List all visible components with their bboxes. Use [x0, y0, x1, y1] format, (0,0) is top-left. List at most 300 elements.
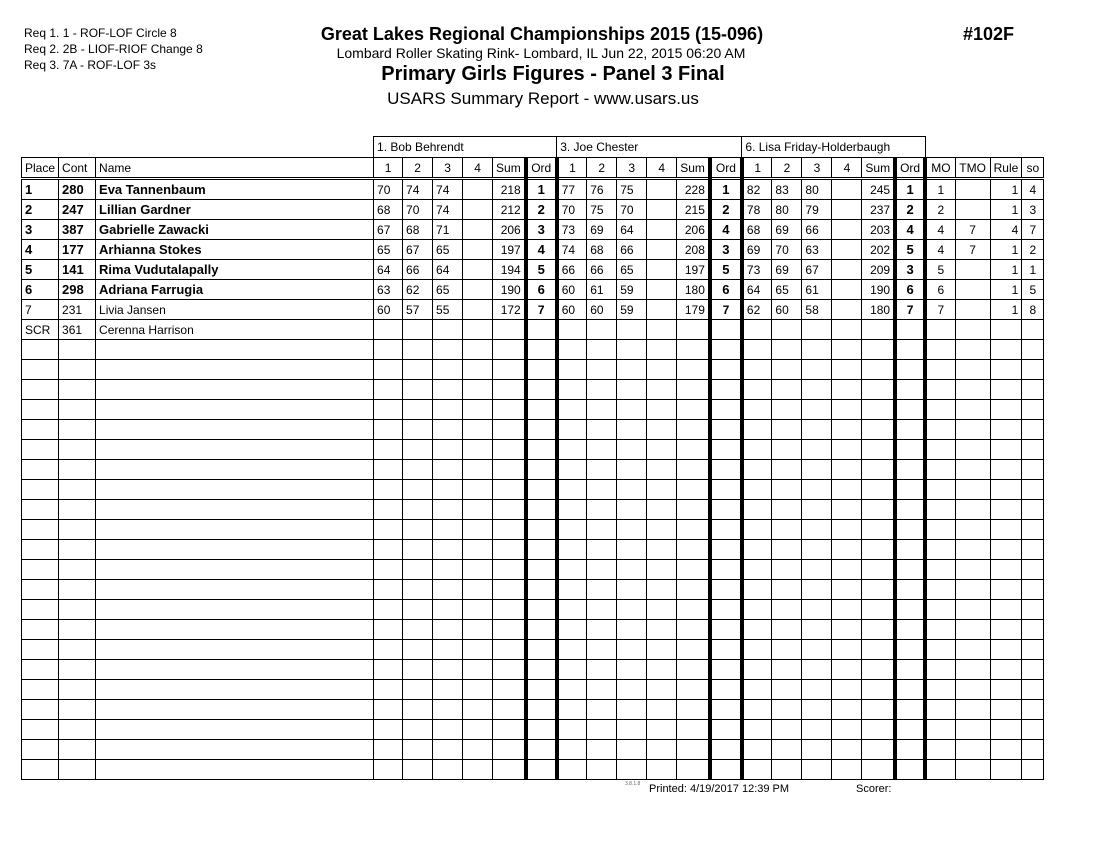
empty-cell: [526, 740, 557, 760]
empty-cell: [526, 640, 557, 660]
ordinal-cell: 3: [710, 240, 742, 260]
empty-cell: [677, 500, 710, 520]
empty-cell: [526, 500, 557, 520]
empty-cell: [374, 400, 403, 420]
empty-row: [22, 380, 1044, 400]
empty-cell: [1022, 360, 1044, 380]
empty-cell: [587, 340, 617, 360]
col-judge-1-f2: 2: [403, 158, 433, 179]
empty-cell: [895, 340, 925, 360]
figure-3-cell: 80: [802, 179, 832, 200]
empty-cell: [647, 680, 677, 700]
empty-row: [22, 700, 1044, 720]
figure-3-cell: 58: [802, 300, 832, 320]
empty-cell: [895, 360, 925, 380]
empty-cell: [526, 760, 557, 780]
empty-cell: [925, 360, 955, 380]
empty-cell: [403, 740, 433, 760]
empty-cell: [895, 420, 925, 440]
empty-cell: [955, 460, 990, 480]
empty-cell: [96, 340, 374, 360]
empty-cell: [433, 720, 463, 740]
empty-cell: [710, 440, 742, 460]
empty-cell: [832, 540, 862, 560]
empty-cell: [832, 620, 862, 640]
col-judge-2-f4: 4: [647, 158, 677, 179]
empty-cell: [772, 380, 802, 400]
empty-cell: [493, 740, 526, 760]
empty-cell: [526, 600, 557, 620]
ordinal-cell: [710, 320, 742, 340]
skater-name-cell: Rima Vudutalapally: [96, 260, 374, 280]
empty-cell: [557, 340, 587, 360]
skater-name-cell: Eva Tannenbaum: [96, 179, 374, 200]
ordinal-cell: 2: [895, 200, 925, 220]
empty-cell: [925, 340, 955, 360]
empty-cell: [862, 380, 895, 400]
empty-row: [22, 340, 1044, 360]
sum-cell: 203: [862, 220, 895, 240]
figure-2-cell: 80: [772, 200, 802, 220]
col-judge-2-sum: Sum: [677, 158, 710, 179]
empty-cell: [493, 440, 526, 460]
empty-cell: [374, 500, 403, 520]
empty-cell: [647, 400, 677, 420]
empty-cell: [895, 640, 925, 660]
empty-cell: [710, 460, 742, 480]
empty-cell: [463, 720, 493, 740]
empty-cell: [526, 700, 557, 720]
figure-3-cell: 66: [802, 220, 832, 240]
rule-cell: 1: [990, 240, 1022, 260]
empty-cell: [862, 460, 895, 480]
empty-cell: [895, 560, 925, 580]
empty-cell: [96, 480, 374, 500]
empty-cell: [96, 740, 374, 760]
empty-cell: [617, 640, 647, 660]
empty-cell: [710, 640, 742, 660]
empty-cell: [742, 540, 772, 560]
so-cell: 1: [1022, 260, 1044, 280]
empty-cell: [433, 440, 463, 460]
ordinal-cell: 1: [710, 179, 742, 200]
empty-cell: [463, 500, 493, 520]
empty-row: [22, 520, 1044, 540]
empty-cell: [925, 720, 955, 740]
empty-cell: [374, 420, 403, 440]
figure-2-cell: 68: [403, 220, 433, 240]
empty-cell: [862, 500, 895, 520]
figure-1-cell: 68: [374, 200, 403, 220]
empty-cell: [374, 360, 403, 380]
place-cell: SCR: [22, 320, 59, 340]
figure-1-cell: 67: [374, 220, 403, 240]
figure-4-cell: [647, 179, 677, 200]
figure-1-cell: 63: [374, 280, 403, 300]
empty-cell: [403, 380, 433, 400]
empty-cell: [493, 520, 526, 540]
col-name: Name: [96, 158, 374, 179]
empty-cell: [832, 600, 862, 620]
table-row: [22, 240, 1044, 260]
empty-cell: [710, 700, 742, 720]
empty-cell: [403, 680, 433, 700]
empty-cell: [493, 640, 526, 660]
empty-cell: [990, 400, 1022, 420]
empty-cell: [59, 640, 96, 660]
figure-2-cell: 67: [403, 240, 433, 260]
figure-4-cell: [832, 280, 862, 300]
empty-cell: [862, 700, 895, 720]
skater-name-cell: Gabrielle Zawacki: [96, 220, 374, 240]
figure-2-cell: 83: [772, 179, 802, 200]
empty-cell: [802, 580, 832, 600]
empty-cell: [772, 580, 802, 600]
empty-cell: [59, 700, 96, 720]
empty-cell: [802, 400, 832, 420]
sum-cell: 180: [677, 280, 710, 300]
ordinal-cell: [895, 320, 925, 340]
empty-cell: [557, 520, 587, 540]
figure-3-cell: 71: [433, 220, 463, 240]
figure-1-cell: [557, 320, 587, 340]
empty-cell: [647, 360, 677, 380]
empty-cell: [925, 460, 955, 480]
empty-cell: [895, 440, 925, 460]
figure-4-cell: [832, 300, 862, 320]
empty-cell: [802, 500, 832, 520]
empty-cell: [742, 640, 772, 660]
empty-cell: [22, 540, 59, 560]
contestant-number-cell: 298: [59, 280, 96, 300]
empty-cell: [493, 760, 526, 780]
empty-cell: [710, 560, 742, 580]
empty-cell: [710, 520, 742, 540]
empty-cell: [742, 700, 772, 720]
empty-cell: [403, 500, 433, 520]
tmo-cell: [955, 200, 990, 220]
figure-2-cell: 70: [403, 200, 433, 220]
empty-cell: [832, 760, 862, 780]
sum-cell: 212: [493, 200, 526, 220]
empty-cell: [557, 500, 587, 520]
empty-cell: [403, 560, 433, 580]
empty-cell: [374, 540, 403, 560]
empty-cell: [925, 480, 955, 500]
figure-3-cell: 59: [617, 280, 647, 300]
empty-cell: [1022, 600, 1044, 620]
empty-cell: [742, 760, 772, 780]
empty-cell: [955, 720, 990, 740]
mo-cell: 5: [925, 260, 955, 280]
col-judge-1-f3: 3: [433, 158, 463, 179]
empty-cell: [955, 440, 990, 460]
empty-cell: [374, 720, 403, 740]
empty-cell: [1022, 500, 1044, 520]
empty-cell: [22, 360, 59, 380]
empty-cell: [862, 420, 895, 440]
empty-cell: [433, 460, 463, 480]
figure-1-cell: 73: [742, 260, 772, 280]
empty-cell: [990, 520, 1022, 540]
empty-cell: [677, 740, 710, 760]
empty-cell: [832, 420, 862, 440]
empty-cell: [772, 640, 802, 660]
empty-cell: [557, 400, 587, 420]
empty-cell: [22, 720, 59, 740]
empty-cell: [677, 760, 710, 780]
figure-2-cell: 69: [587, 220, 617, 240]
empty-cell: [617, 460, 647, 480]
figure-1-cell: 77: [557, 179, 587, 200]
empty-row: [22, 600, 1044, 620]
empty-cell: [925, 640, 955, 660]
empty-cell: [742, 460, 772, 480]
empty-cell: [403, 620, 433, 640]
col-judge-3-ord: Ord: [895, 158, 925, 179]
col-cont: Cont: [59, 158, 96, 179]
tmo-cell: [955, 320, 990, 340]
empty-cell: [526, 460, 557, 480]
empty-cell: [677, 360, 710, 380]
empty-cell: [374, 440, 403, 460]
empty-cell: [22, 520, 59, 540]
empty-cell: [403, 420, 433, 440]
sum-cell: 245: [862, 179, 895, 200]
mo-cell: 2: [925, 200, 955, 220]
figure-2-cell: [587, 320, 617, 340]
empty-cell: [463, 340, 493, 360]
col-judge-3-f3: 3: [802, 158, 832, 179]
empty-cell: [433, 680, 463, 700]
empty-cell: [587, 540, 617, 560]
empty-cell: [1022, 660, 1044, 680]
empty-cell: [617, 500, 647, 520]
empty-cell: [955, 580, 990, 600]
empty-cell: [772, 400, 802, 420]
empty-cell: [832, 360, 862, 380]
rule-cell: 1: [990, 179, 1022, 200]
empty-cell: [463, 740, 493, 760]
empty-cell: [862, 560, 895, 580]
empty-cell: [96, 580, 374, 600]
ordinal-cell: 7: [710, 300, 742, 320]
empty-cell: [647, 700, 677, 720]
empty-cell: [647, 420, 677, 440]
empty-cell: [1022, 420, 1044, 440]
empty-cell: [59, 740, 96, 760]
empty-cell: [587, 580, 617, 600]
skater-name-cell: Adriana Farrugia: [96, 280, 374, 300]
empty-cell: [617, 560, 647, 580]
ordinal-cell: 6: [710, 280, 742, 300]
empty-cell: [374, 560, 403, 580]
empty-cell: [895, 700, 925, 720]
ordinal-cell: 5: [895, 240, 925, 260]
empty-cell: [647, 580, 677, 600]
empty-cell: [403, 360, 433, 380]
mo-cell: [925, 320, 955, 340]
empty-cell: [647, 340, 677, 360]
figure-4-cell: [647, 260, 677, 280]
empty-cell: [832, 580, 862, 600]
empty-cell: [22, 640, 59, 660]
empty-cell: [617, 580, 647, 600]
empty-cell: [862, 440, 895, 460]
table-row: [22, 300, 1044, 320]
empty-cell: [990, 640, 1022, 660]
empty-cell: [955, 560, 990, 580]
table-row: [22, 179, 1044, 200]
empty-cell: [895, 380, 925, 400]
empty-cell: [955, 360, 990, 380]
so-cell: [1022, 320, 1044, 340]
empty-cell: [59, 460, 96, 480]
empty-cell: [587, 460, 617, 480]
empty-cell: [403, 400, 433, 420]
empty-cell: [742, 380, 772, 400]
ordinal-cell: 7: [895, 300, 925, 320]
report-subtitle: USARS Summary Report - www.usars.us: [387, 89, 699, 108]
sum-cell: 180: [862, 300, 895, 320]
empty-cell: [925, 560, 955, 580]
empty-row: [22, 580, 1044, 600]
figure-3-cell: 65: [433, 280, 463, 300]
empty-cell: [925, 700, 955, 720]
empty-cell: [742, 520, 772, 540]
empty-cell: [96, 500, 374, 520]
figure-3-cell: 75: [617, 179, 647, 200]
empty-cell: [772, 620, 802, 640]
figure-2-cell: 68: [587, 240, 617, 260]
ordinal-cell: 6: [526, 280, 557, 300]
empty-cell: [832, 520, 862, 540]
empty-cell: [772, 360, 802, 380]
ordinal-cell: 4: [710, 220, 742, 240]
empty-cell: [742, 740, 772, 760]
empty-cell: [22, 600, 59, 620]
col-judge-3-f4: 4: [832, 158, 862, 179]
sum-cell: 215: [677, 200, 710, 220]
empty-cell: [772, 460, 802, 480]
empty-cell: [96, 700, 374, 720]
empty-cell: [374, 680, 403, 700]
empty-cell: [1022, 760, 1044, 780]
empty-cell: [587, 700, 617, 720]
empty-cell: [647, 380, 677, 400]
empty-cell: [990, 660, 1022, 680]
empty-cell: [493, 420, 526, 440]
place-cell: 5: [22, 260, 59, 280]
empty-cell: [59, 400, 96, 420]
empty-cell: [802, 620, 832, 640]
empty-cell: [96, 420, 374, 440]
empty-cell: [925, 680, 955, 700]
figure-3-cell: 66: [617, 240, 647, 260]
empty-cell: [895, 520, 925, 540]
empty-cell: [710, 400, 742, 420]
empty-cell: [96, 400, 374, 420]
empty-cell: [587, 560, 617, 580]
empty-cell: [925, 420, 955, 440]
empty-cell: [802, 420, 832, 440]
empty-cell: [802, 660, 832, 680]
empty-cell: [463, 600, 493, 620]
figure-1-cell: 82: [742, 179, 772, 200]
empty-cell: [617, 480, 647, 500]
empty-cell: [433, 580, 463, 600]
empty-cell: [617, 520, 647, 540]
empty-cell: [374, 620, 403, 640]
empty-cell: [802, 340, 832, 360]
empty-cell: [990, 700, 1022, 720]
empty-cell: [990, 420, 1022, 440]
figure-4-cell: [832, 320, 862, 340]
tmo-cell: [955, 300, 990, 320]
figure-2-cell: 75: [587, 200, 617, 220]
empty-cell: [463, 700, 493, 720]
sum-cell: 209: [862, 260, 895, 280]
empty-cell: [22, 740, 59, 760]
figure-3-cell: 79: [802, 200, 832, 220]
mo-cell: 4: [925, 240, 955, 260]
empty-cell: [526, 440, 557, 460]
empty-cell: [526, 520, 557, 540]
empty-cell: [772, 560, 802, 580]
empty-cell: [59, 580, 96, 600]
empty-cell: [925, 580, 955, 600]
empty-cell: [557, 620, 587, 640]
table-row: [22, 280, 1044, 300]
empty-cell: [617, 380, 647, 400]
empty-cell: [862, 760, 895, 780]
empty-cell: [463, 620, 493, 640]
empty-cell: [59, 760, 96, 780]
col-mo: MO: [925, 158, 955, 179]
empty-cell: [742, 420, 772, 440]
empty-cell: [463, 640, 493, 660]
empty-cell: [463, 420, 493, 440]
empty-cell: [463, 760, 493, 780]
empty-cell: [772, 440, 802, 460]
empty-cell: [1022, 480, 1044, 500]
empty-cell: [557, 420, 587, 440]
empty-cell: [647, 560, 677, 580]
empty-cell: [710, 540, 742, 560]
figure-4-cell: [647, 300, 677, 320]
empty-cell: [955, 620, 990, 640]
figure-4-cell: [647, 320, 677, 340]
empty-cell: [1022, 520, 1044, 540]
empty-cell: [832, 700, 862, 720]
empty-cell: [925, 380, 955, 400]
empty-cell: [374, 380, 403, 400]
figure-1-cell: 65: [374, 240, 403, 260]
figure-3-cell: 67: [802, 260, 832, 280]
empty-cell: [647, 660, 677, 680]
empty-cell: [772, 520, 802, 540]
empty-row: [22, 560, 1044, 580]
figure-1-cell: 78: [742, 200, 772, 220]
empty-cell: [59, 360, 96, 380]
figure-2-cell: [772, 320, 802, 340]
empty-cell: [96, 600, 374, 620]
sum-cell: 202: [862, 240, 895, 260]
empty-cell: [433, 620, 463, 640]
empty-cell: [677, 600, 710, 620]
empty-cell: [862, 580, 895, 600]
table-row: [22, 220, 1044, 240]
